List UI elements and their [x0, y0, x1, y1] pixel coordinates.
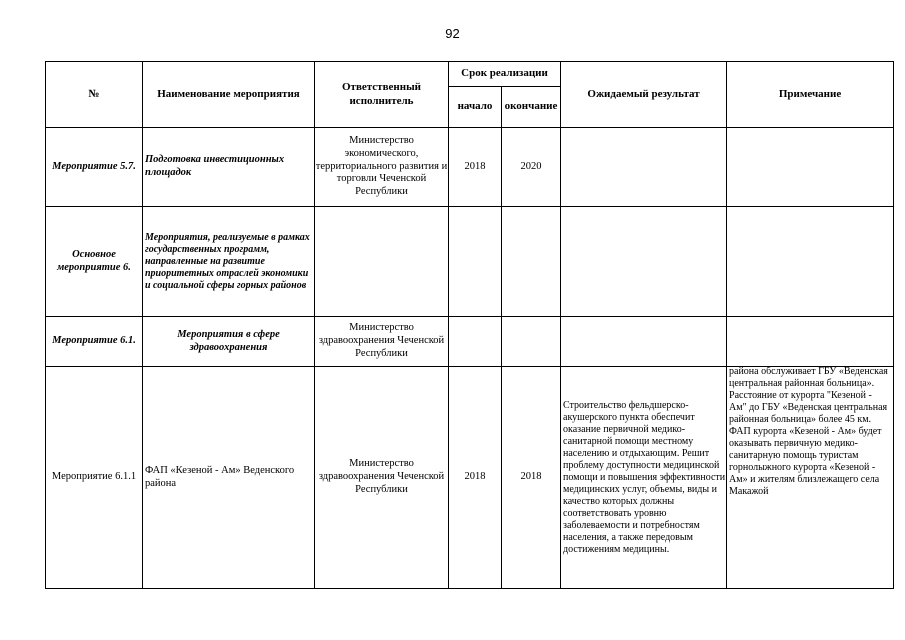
row-note [727, 207, 894, 317]
header-name: Наименование мероприятия [143, 62, 315, 128]
row-result [561, 128, 727, 207]
row-executor: Министерство здравоохранения Чеченской Республики [315, 317, 449, 367]
row-note: района обслуживает ГБУ «Веденская центральная районная больница». Расстояние от курорта "Кезеной - Ам" до ГБУ «Веденская центральная районная больница» более 45 км. ФАП курорта «Кезеной - Ам» будет оказывать первичную медико-санитарную помощь туристам горнолыжного курорта «Кезеной - Ам» и жителям близлежащего села Макажой [729, 366, 888, 497]
row-name: Мероприятия в сфере здравоохранения [143, 317, 315, 367]
header-start: начало [449, 87, 502, 128]
row-start [449, 317, 502, 367]
table-row [46, 128, 894, 207]
page-number: 92 [445, 26, 460, 41]
row-num: Основное мероприятие 6. [46, 207, 143, 317]
header-result: Ожидаемый результат [561, 62, 727, 128]
row-note [727, 317, 894, 367]
row-name: Подготовка инвестиционных площадок [143, 128, 315, 207]
header-end: окончание [502, 87, 561, 128]
row-executor: Министерство здравоохранения Чеченской Республики [315, 367, 449, 589]
table-row [46, 367, 894, 589]
header-executor: Ответственный исполнитель [315, 62, 449, 128]
row-num: Мероприятие 6.1.1 [46, 367, 143, 589]
row-name: Мероприятия, реализуемые в рамках государственных программ, направленные на развитие приоритетных отраслей экономики и социальной сферы горных районов [143, 207, 315, 317]
row-end [502, 207, 561, 317]
row-start: 2018 [449, 128, 502, 207]
row-executor: Министерство экономического, территориального развития и торговли Чеченской Республики [315, 128, 449, 207]
row-executor [315, 207, 449, 317]
row-note [727, 128, 894, 207]
row-end: 2020 [502, 128, 561, 207]
row-end [502, 317, 561, 367]
header-note: Примечание [727, 62, 894, 128]
table-row [46, 317, 894, 367]
activities-table [45, 61, 894, 589]
table-row [46, 207, 894, 317]
row-result: Строительство фельдшерско-акушерского пункта обеспечит оказание первичной медико-санитарной помощи местному населению и отдыхающим. Решит проблему доступности медицинской помощи и повышения эффективности медицинских услуг, объемы, виды и качество которых должны соответствовать уровню заболеваемости и потребностям населения, а также передовым достижениям медицины. [561, 367, 727, 589]
row-name: ФАП «Кезеной - Ам» Веденского района [143, 367, 315, 589]
row-end: 2018 [502, 367, 561, 589]
row-result [561, 317, 727, 367]
header-period: Срок реализации [449, 62, 561, 87]
row-start: 2018 [449, 367, 502, 589]
row-note-cell [727, 367, 894, 589]
row-start [449, 207, 502, 317]
row-num: Мероприятие 6.1. [46, 317, 143, 367]
header-row [46, 62, 894, 87]
header-num: № [46, 62, 143, 128]
row-num: Мероприятие 5.7. [46, 128, 143, 207]
row-result [561, 207, 727, 317]
